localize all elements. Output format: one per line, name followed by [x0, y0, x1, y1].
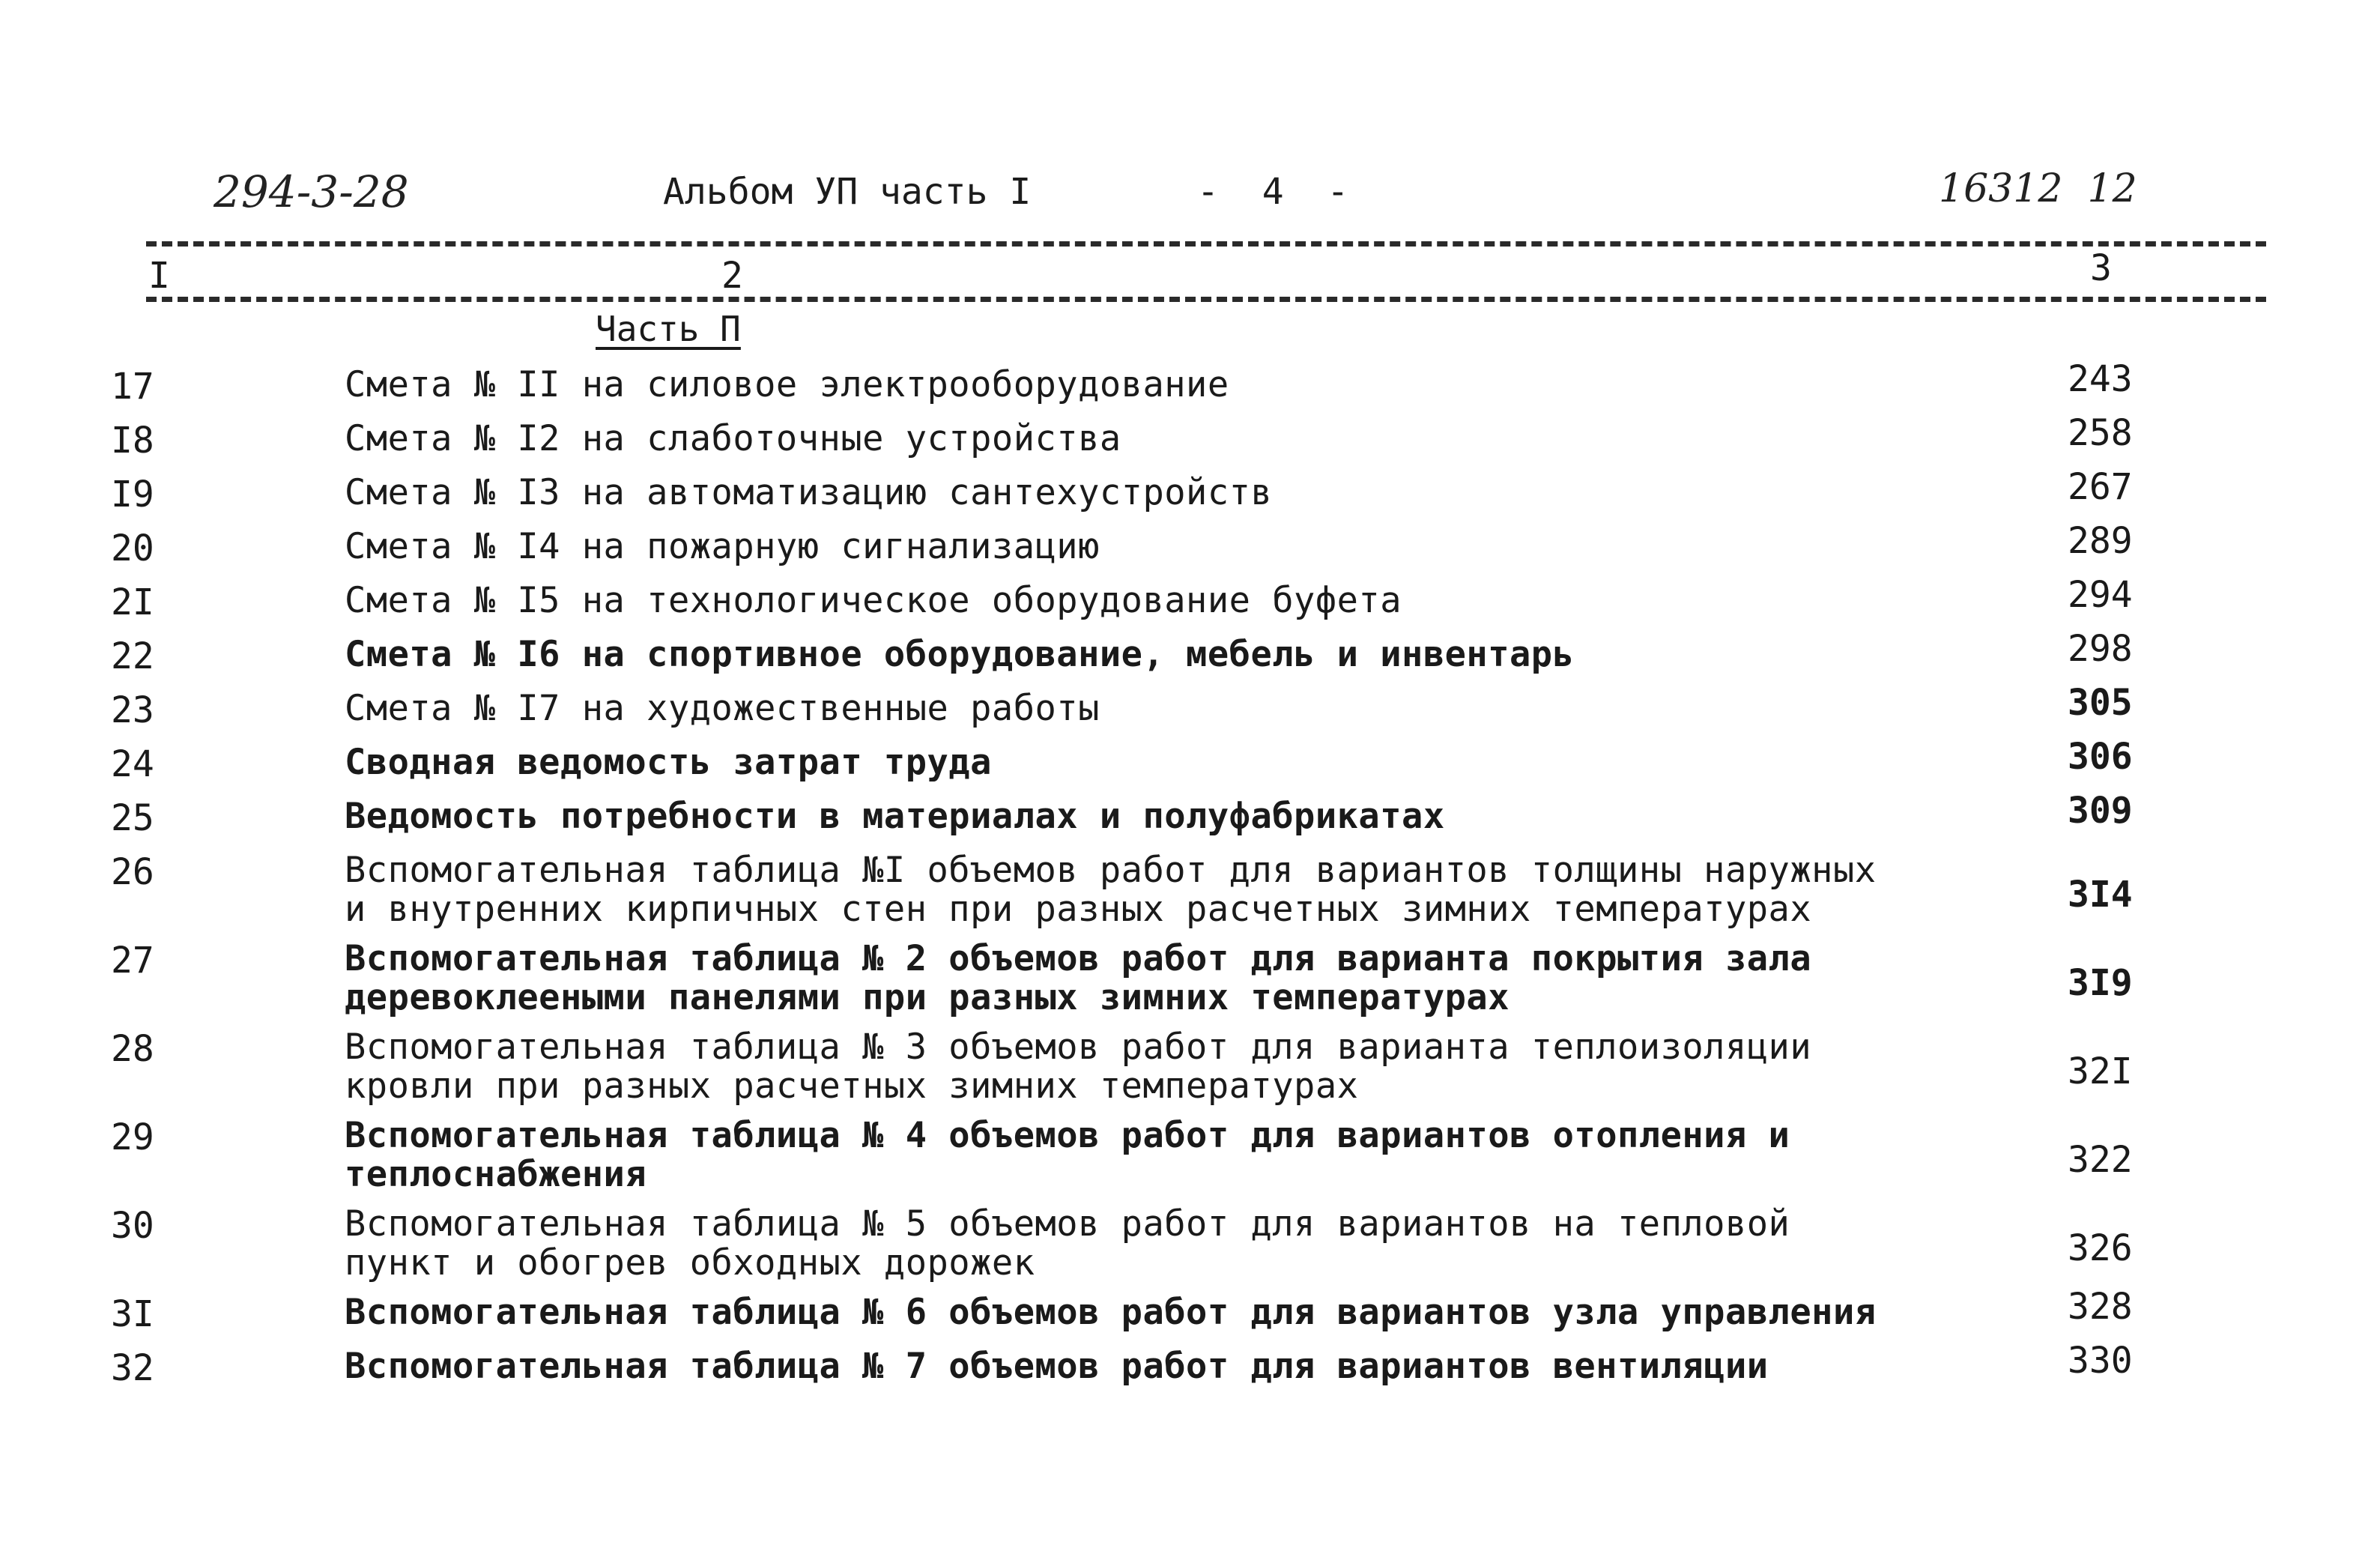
doc-code: 294-3-28: [214, 166, 409, 217]
item-page: 305: [2068, 682, 2133, 724]
item-number: I8: [111, 420, 154, 462]
section-title: Часть П: [596, 309, 741, 349]
item-number: 30: [111, 1205, 154, 1247]
item-page: 3I4: [2068, 874, 2133, 916]
item-title: Вспомогательная таблица № 6 объемов работ для вариантов узла управления: [345, 1292, 1877, 1333]
item-number: 20: [111, 527, 154, 569]
item-page: 294: [2068, 574, 2133, 616]
item-number: 17: [111, 366, 154, 408]
item-page: 330: [2068, 1340, 2133, 1382]
item-title: Смета № I6 на спортивное оборудование, мебель и инвентарь: [345, 634, 1575, 675]
item-page: 326: [2068, 1227, 2133, 1269]
item-title: Смета № I5 на технологическое оборудование буфета: [345, 580, 1402, 621]
column-number-3: 3: [2090, 247, 2112, 289]
item-page: 289: [2068, 520, 2133, 562]
item-number: 3I: [111, 1293, 154, 1335]
item-page: 306: [2068, 736, 2133, 778]
column-number-2: 2: [721, 255, 743, 297]
item-number: 2I: [111, 581, 154, 623]
item-page: 267: [2068, 466, 2133, 508]
item-page: 322: [2068, 1139, 2133, 1181]
item-number: 26: [111, 851, 154, 893]
item-number: 25: [111, 797, 154, 839]
item-number: 27: [111, 940, 154, 982]
item-title: Смета № I3 на автоматизацию сантехустройств: [345, 472, 1273, 513]
top-dashed-rule: [146, 241, 2266, 247]
item-title: Вспомогательная таблица №I объемов работ для вариантов толщины наружных и внутренних кирпичных стен при разных расчетных зимних температурах: [345, 850, 1877, 930]
column-number-1: I: [148, 255, 170, 297]
item-page: 298: [2068, 628, 2133, 670]
item-page: 258: [2068, 412, 2133, 454]
album-title: Альбом УП часть I: [663, 171, 1032, 213]
item-number: 32: [111, 1347, 154, 1389]
inventory-number: 16312 12: [1939, 166, 2137, 211]
page-number: - 4 -: [1197, 171, 1349, 213]
column-dashed-rule: [146, 297, 2266, 302]
item-number: 28: [111, 1028, 154, 1070]
item-number: 22: [111, 635, 154, 677]
item-title: Вспомогательная таблица № 3 объемов работ для варианта теплоизоляции кровли при разных расчетных зимних температурах: [345, 1027, 1812, 1107]
item-number: 24: [111, 743, 154, 785]
item-title: Смета № II на силовое электрооборудование: [345, 364, 1229, 405]
item-title: Вспомогательная таблица № 2 объемов работ для варианта покрытия зала деревоклееными панелями при разных зимних температурах: [345, 938, 1812, 1018]
item-page: 309: [2068, 790, 2133, 832]
item-page: 328: [2068, 1286, 2133, 1328]
item-title: Смета № I4 на пожарную сигнализацию: [345, 526, 1100, 567]
item-title: Вспомогательная таблица № 7 объемов работ для вариантов вентиляции: [345, 1346, 1769, 1387]
item-page: 32I: [2068, 1050, 2133, 1092]
item-title: Сводная ведомость затрат труда: [345, 742, 992, 783]
item-page: 3I9: [2068, 962, 2133, 1004]
item-number: I9: [111, 474, 154, 516]
item-title: Вспомогательная таблица № 5 объемов работ для вариантов на тепловой пункт и обогрев обходных дорожек: [345, 1203, 1790, 1284]
item-page: 243: [2068, 358, 2133, 400]
item-title: Ведомость потребности в материалах и полуфабрикатах: [345, 796, 1445, 837]
item-number: 23: [111, 689, 154, 731]
item-title: Смета № I2 на слаботочные устройства: [345, 418, 1121, 459]
item-title: Смета № I7 на художественные работы: [345, 688, 1100, 729]
item-title: Вспомогательная таблица № 4 объемов работ для вариантов отопления и теплоснабжения: [345, 1115, 1790, 1195]
item-number: 29: [111, 1116, 154, 1158]
